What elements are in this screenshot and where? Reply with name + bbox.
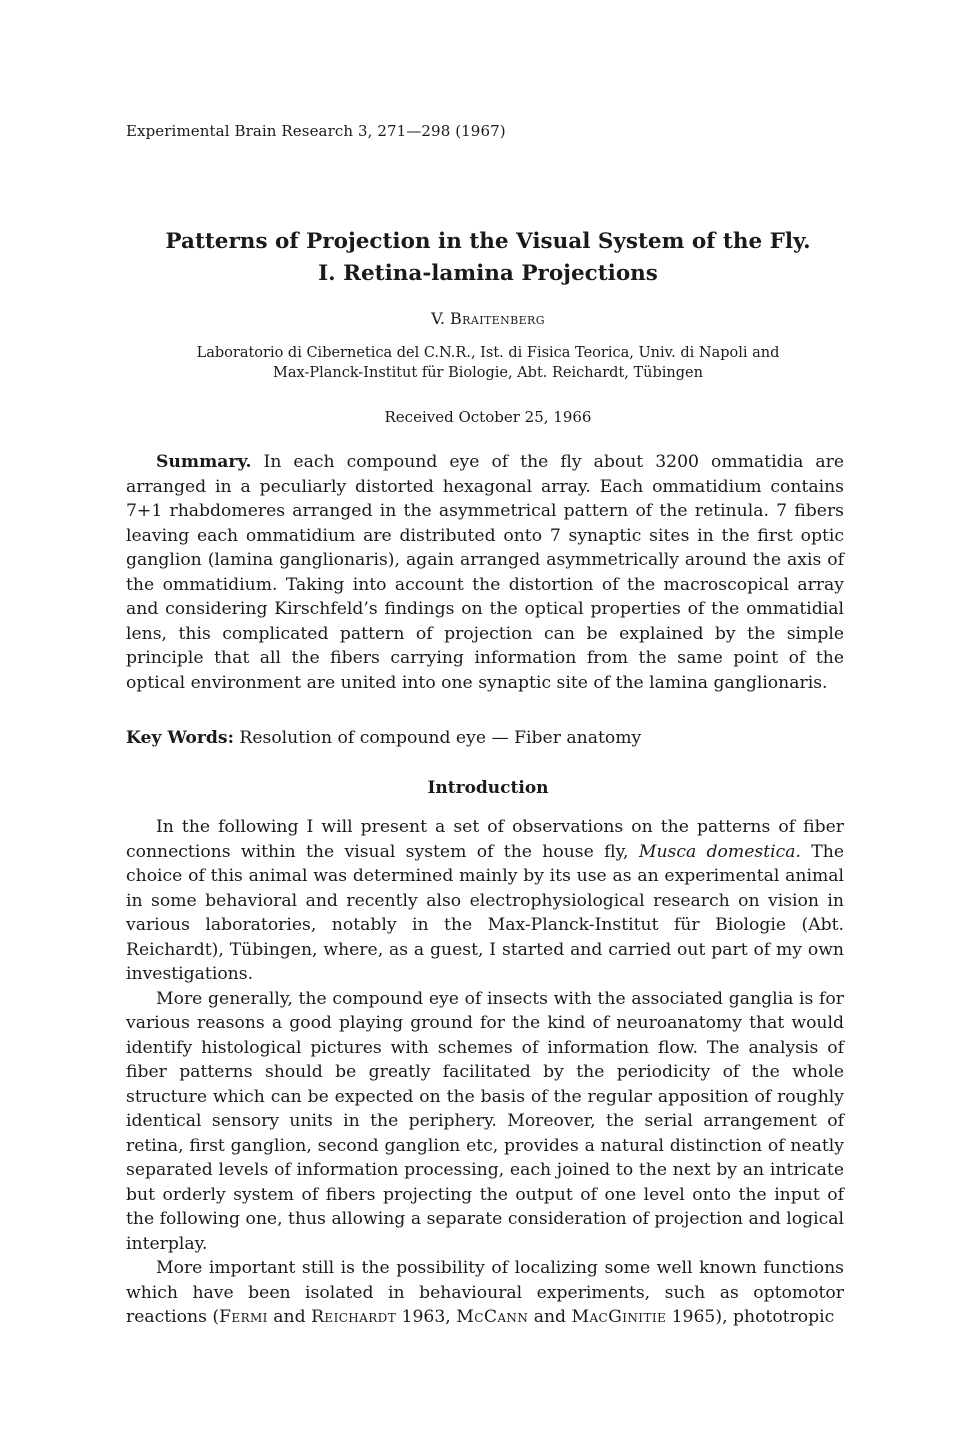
summary-text: In each compound eye of the fly about 3200 ommatidia are arranged in a peculiarly distorted hexagonal array. Each ommatidium contains 7+1 rhabdomeres arranged in the asymmetrical pattern of the retinula. 7 fibers leaving each ommatidium are distributed onto 7 synaptic sites in the first optic ganglion (lamina ganglionaris), again arranged asymmetrically around the axis of the ommatidium. Taking into account the distortion of the macroscopical array and considering Kirschfeld’s findings on the optical properties of the ommatidial lens, this complicated pattern of projection can be explained by the simple principle that all the fibers carrying information from the same point of the optical environment are united into one synaptic site of the lamina ganglionaris.	[126, 452, 844, 693]
title-line-2: I. Retina-lamina Projections	[318, 261, 658, 286]
introduction-body	[126, 815, 844, 1330]
summary-label: Summary.	[156, 452, 252, 472]
keywords-label: Key Words:	[126, 728, 234, 748]
intro-p3-and-1: and	[267, 1307, 312, 1327]
intro-p3-and-2: and	[528, 1307, 572, 1327]
received-date: Received October 25, 1966	[384, 408, 592, 426]
journal-citation: Experimental Brain Research 3, 271—298 (1967)	[126, 122, 506, 140]
intro-paragraph-1	[126, 815, 844, 987]
article-title	[0, 226, 976, 290]
affiliation-line-1: Laboratorio di Cibernetica del C.N.R., Ist. di Fisica Teorica, Univ. di Napoli and	[196, 345, 780, 361]
summary-section	[126, 450, 844, 695]
citation-author-macginitie: MacGinitie	[571, 1307, 667, 1327]
intro-p1-text-b: The choice of this animal was determined mainly by its use as an experimental animal in some behavioral and recently also electrophysiological research on vision in various laboratories, notably in the Max-Planck-Institut für Biologie (Abt. Reichardt), Tübingen, where, as a guest, I started and carried out part of my own investigations.	[126, 841, 845, 984]
citation-author-mccann: McCann	[456, 1307, 529, 1327]
keywords-text: Resolution of compound eye — Fiber anatomy	[239, 728, 642, 748]
author-surname: Braitenberg	[450, 309, 545, 328]
author-initial: V.	[431, 309, 445, 328]
species-name: Musca domestica.	[638, 841, 801, 862]
keywords-paragraph	[126, 726, 844, 751]
citation-author-fermi: Fermi	[219, 1307, 268, 1327]
citation-author-reichardt: Reichardt	[311, 1307, 397, 1327]
summary-paragraph	[126, 450, 844, 695]
title-line-1: Patterns of Projection in the Visual System of the Fly.	[165, 229, 811, 254]
author-name	[0, 309, 976, 328]
intro-p3-year-1: 1963,	[396, 1307, 457, 1327]
keywords-section	[126, 726, 844, 751]
introduction-heading: Introduction	[427, 778, 549, 798]
intro-p3-text-a: More important still is the possibility of localizing some well known functions which have been isolated in behavioural experiments, such as optomotor reactions (	[126, 1258, 844, 1327]
affiliation	[0, 343, 976, 383]
affiliation-line-2: Max-Planck-Institut für Biologie, Abt. Reichardt, Tübingen	[273, 365, 703, 381]
intro-paragraph-2: More generally, the compound eye of insects with the associated ganglia is for various reasons a good playing ground for the kind of neuroanatomy that would identify histological pictures with schemes of information flow. The analysis of fiber patterns should be greatly facilitated by the periodicity of the whole structure which can be expected on the basis of the regular apposition of roughly identical sensory units in the periphery. Moreover, the serial arrangement of retina, first ganglion, second ganglion etc, provides a natural distinction of neatly separated levels of information processing, each joined to the next by an intricate but orderly system of fibers projecting the output of one level onto the input of the following one, thus allowing a separate consideration of projection and logical interplay.	[126, 988, 844, 1254]
intro-p3-text-b: 1965), phototropic	[666, 1307, 835, 1327]
intro-p1-text-a: In the following I will present a set of observations on the patterns of fiber connections within the visual system of the house fly,	[126, 817, 844, 862]
intro-paragraph-3	[126, 1256, 844, 1330]
